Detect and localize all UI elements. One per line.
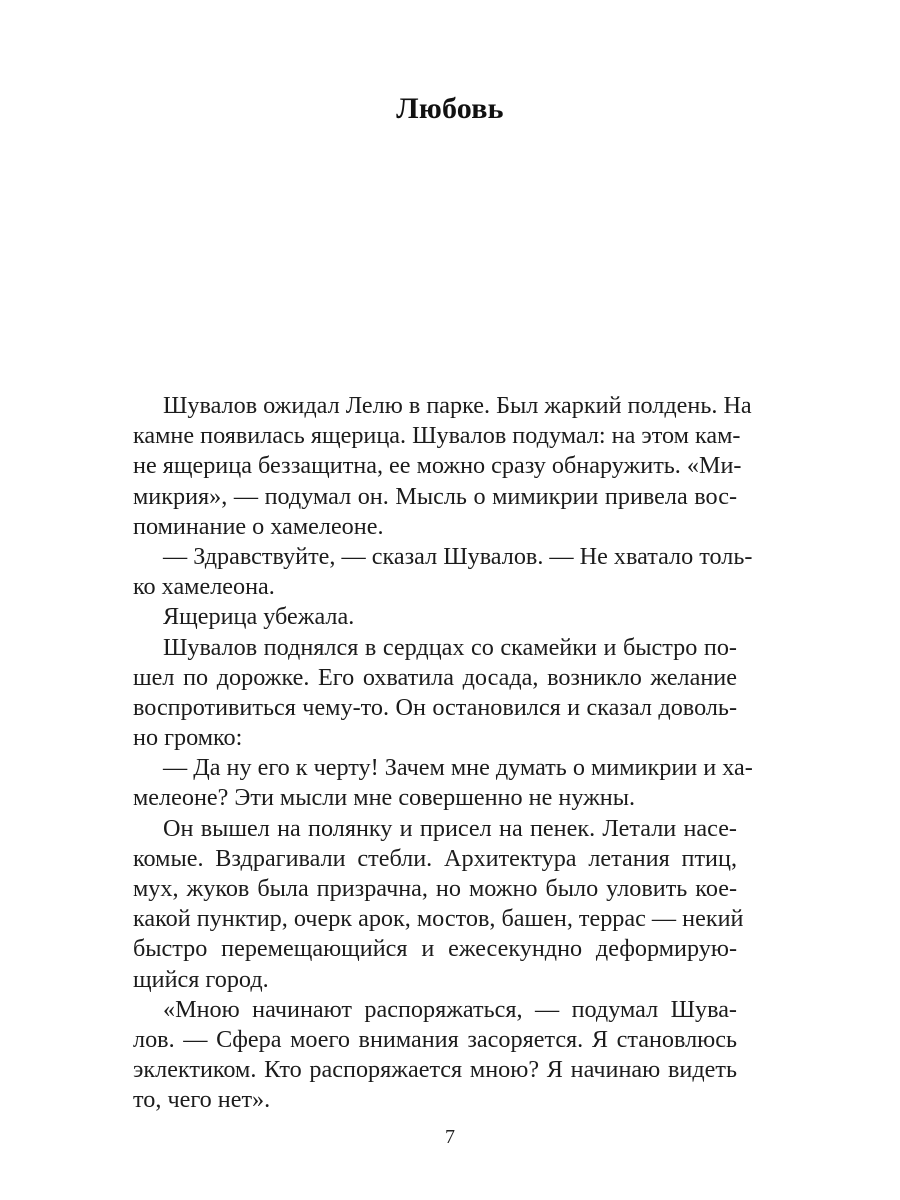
text-line: ко хамелеона. xyxy=(133,573,275,601)
text-line: — Да ну его к черту! Зачем мне думать о мимикрии и ха- xyxy=(163,754,753,782)
text-line: шел по дорожке. Его охватила досада, возникло желание xyxy=(133,663,737,691)
chapter-title: Любовь xyxy=(396,92,504,125)
text-line: камне появилась ящерица. Шувалов подумал: на этом кам- xyxy=(133,422,741,450)
text-line: Шувалов поднялся в сердцах со скамейки и быстро по- xyxy=(163,633,737,661)
text-line: быстро перемещающийся и ежесекундно деформирую- xyxy=(133,935,737,963)
text-line: воспротивиться чему-то. Он остановился и сказал доволь- xyxy=(133,693,737,721)
text-line: Ящерица убежала. xyxy=(163,603,355,631)
text-line: Он вышел на полянку и присел на пенек. Летали насе- xyxy=(163,814,737,842)
text-line: не ящерица беззащитна, ее можно сразу обнаружить. «Ми- xyxy=(133,452,742,480)
text-line: лов. — Сфера моего внимания засоряется. Я становлюсь xyxy=(133,1025,737,1053)
text-line: щийся город. xyxy=(133,965,269,993)
page-number: 7 xyxy=(445,1126,455,1148)
text-line: мелеоне? Эти мысли мне совершенно не нужны. xyxy=(133,784,636,812)
text-line: комые. Вздрагивали стебли. Архитектура летания птиц, xyxy=(133,844,737,872)
text-line: эклектиком. Кто распоряжается мною? Я начинаю видеть xyxy=(133,1056,737,1084)
text-line: Шувалов ожидал Лелю в парке. Был жаркий полдень. На xyxy=(163,392,752,419)
text-line: — Здравствуйте, — сказал Шувалов. — Не хватало толь- xyxy=(163,542,753,570)
text-line: микрия», — подумал он. Мысль о мимикрии привела вос- xyxy=(133,482,737,510)
text-line: мух, жуков была призрачна, но можно было уловить кое- xyxy=(133,875,737,902)
text-line: поминание о хамелеоне. xyxy=(133,512,384,540)
text-line: какой пунктир, очерк арок, мостов, башен, террас — некий xyxy=(133,905,744,933)
text-line: но громко: xyxy=(133,724,243,752)
body-text xyxy=(133,391,753,1116)
text-line: «Мною начинают распоряжаться, — подумал Шува- xyxy=(163,995,737,1023)
text-line: то, чего нет». xyxy=(133,1086,271,1114)
